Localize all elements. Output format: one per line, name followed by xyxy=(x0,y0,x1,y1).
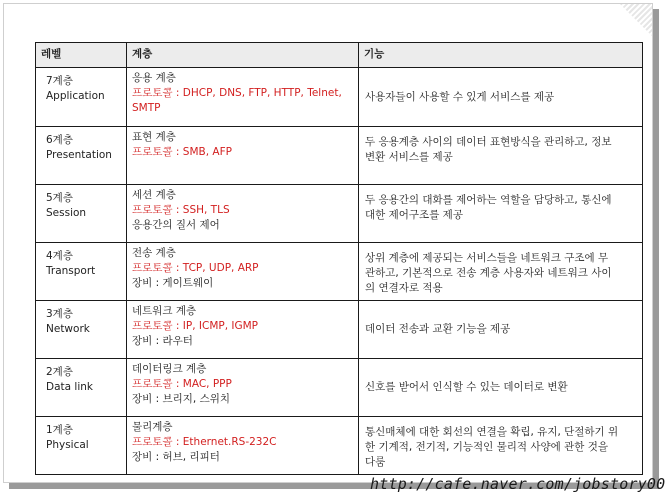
protocol-text: 프로토콜 : Ethernet.RS-232C xyxy=(132,436,277,448)
level-number: 7계층 xyxy=(46,75,73,87)
level-cell xyxy=(36,301,127,359)
document-frame xyxy=(3,3,653,483)
function-text: 두 응용간의 대화를 제어하는 역할을 담당하고, 통신에 xyxy=(365,194,612,206)
function-text: 통신매체에 대한 회선의 연결을 확립, 유지, 단절하기 위 xyxy=(365,426,619,438)
level-number: 6계층 xyxy=(46,134,73,146)
function-text: 의 연결자로 적용 xyxy=(365,282,443,294)
table-row xyxy=(36,68,643,127)
layer-name: 전송 계층 xyxy=(132,247,176,259)
function-text: 사용자들이 사용할 수 있게 서비스를 제공 xyxy=(365,90,555,103)
protocol-text: 프로토콜 : SMB, AFP xyxy=(132,146,232,158)
level-cell xyxy=(36,185,127,243)
header-layer: 계층 xyxy=(127,43,359,68)
function-cell xyxy=(359,243,643,301)
osi-layers-table xyxy=(35,42,643,475)
layer-name: 네트워크 계층 xyxy=(132,305,197,317)
layer-cell xyxy=(127,417,359,475)
level-name: Physical xyxy=(46,439,89,451)
function-text: 한 기계적, 전기적, 기능적인 물리적 사양에 관한 것을 xyxy=(365,441,609,453)
table-row xyxy=(36,243,643,301)
equipment-text: 응용간의 질서 제어 xyxy=(132,219,220,231)
layer-name: 표현 계층 xyxy=(132,131,176,143)
layer-cell xyxy=(127,185,359,243)
function-cell xyxy=(359,127,643,185)
function-text: 대한 제어구조를 제공 xyxy=(365,209,463,221)
level-number: 3계층 xyxy=(46,308,73,320)
level-number: 1계층 xyxy=(46,424,73,436)
table-header-row xyxy=(36,43,643,68)
layer-name: 세션 계층 xyxy=(132,189,176,201)
footer-url: http://cafe.naver.com/jobstory00 xyxy=(370,475,666,493)
level-name: Presentation xyxy=(46,149,112,161)
protocol-text: 프로토콜 : SSH, TLS xyxy=(132,204,230,216)
equipment-text: 장비 : 라우터 xyxy=(132,335,193,347)
function-text: 다룸 xyxy=(365,456,386,468)
level-name: Session xyxy=(46,207,87,219)
level-cell xyxy=(36,127,127,185)
level-cell xyxy=(36,243,127,301)
level-cell xyxy=(36,417,127,475)
function-cell xyxy=(359,185,643,243)
header-function: 기능 xyxy=(359,43,643,68)
table-row xyxy=(36,185,643,243)
function-cell xyxy=(359,68,643,127)
table-row xyxy=(36,127,643,185)
table-row xyxy=(36,301,643,359)
table-row xyxy=(36,359,643,417)
level-number: 4계층 xyxy=(46,250,73,262)
function-text: 상위 계층에 제공되는 서비스들을 네트워크 구조에 무 xyxy=(365,252,609,264)
layer-cell xyxy=(127,359,359,417)
table-row xyxy=(36,417,643,475)
layer-cell xyxy=(127,127,359,185)
protocol-text: 프로토콜 : DHCP, DNS, FTP, HTTP, Telnet, xyxy=(132,87,342,99)
function-text: 두 응용계층 사이의 데이터 표현방식을 관리하고, 정보 xyxy=(365,136,612,148)
layer-cell xyxy=(127,301,359,359)
level-cell xyxy=(36,359,127,417)
level-name: Network xyxy=(46,323,90,335)
protocol-text: 프로토콜 : TCP, UDP, ARP xyxy=(132,262,259,274)
function-text: 신호를 받어서 인식할 수 있는 데이터로 변환 xyxy=(365,381,568,393)
level-number: 2계층 xyxy=(46,366,73,378)
function-text: 관하고, 기본적으로 전송 계층 사용자와 네트워크 사이 xyxy=(365,267,612,279)
level-name: Application xyxy=(46,90,105,102)
function-cell xyxy=(359,417,643,475)
protocol-text: SMTP xyxy=(132,102,161,114)
function-cell xyxy=(359,301,643,359)
layer-cell xyxy=(127,68,359,127)
layer-cell xyxy=(127,243,359,301)
equipment-text: 장비 : 허브, 리피터 xyxy=(132,451,220,463)
function-text: 데이터 전송과 교환 기능을 제공 xyxy=(365,323,511,335)
layer-name: 물리계층 xyxy=(132,421,173,433)
level-number: 5계층 xyxy=(46,192,73,204)
level-cell xyxy=(36,68,127,127)
level-name: Transport xyxy=(46,265,96,277)
function-text: 변환 서비스를 제공 xyxy=(365,151,453,163)
header-level: 레벨 xyxy=(36,43,127,68)
layer-name: 데이터링크 계층 xyxy=(132,363,207,375)
layer-name: 응용 계층 xyxy=(132,72,176,84)
function-cell xyxy=(359,359,643,417)
equipment-text: 장비 : 브리지, 스위치 xyxy=(132,393,231,405)
protocol-text: 프로토콜 : IP, ICMP, IGMP xyxy=(132,320,259,332)
protocol-text: 프로토콜 : MAC, PPP xyxy=(132,378,232,390)
equipment-text: 장비 : 게이트웨이 xyxy=(132,277,214,289)
level-name: Data link xyxy=(46,381,93,393)
page-corner-decoration xyxy=(620,4,652,36)
